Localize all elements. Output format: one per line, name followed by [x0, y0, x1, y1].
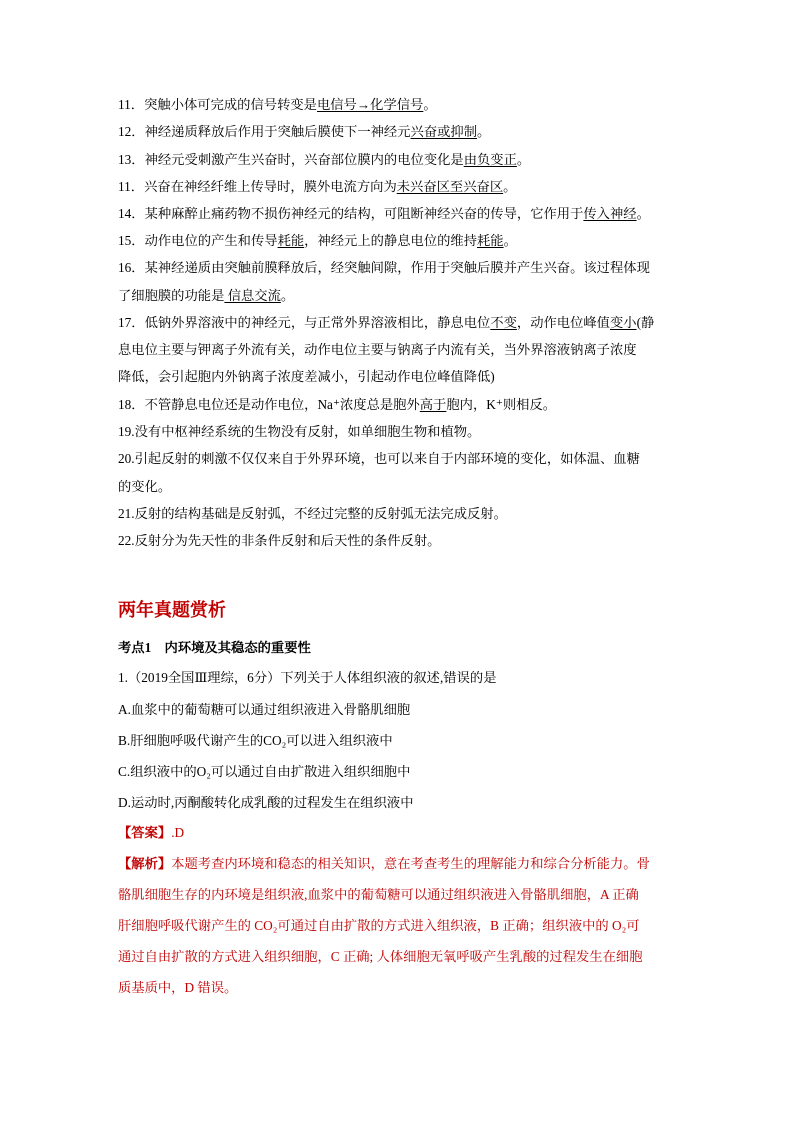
fact-line	[118, 422, 480, 442]
fact-line	[118, 531, 440, 551]
analysis-text: 本题考查内环境和稳态的相关知识，意在考查考生的理解能力和综合分析能力。骨	[171, 856, 650, 871]
fact-text: ，神经元上的静息电位的维持	[304, 233, 478, 248]
fact-text: 。	[636, 206, 650, 221]
fact-key-answer: 不变	[490, 315, 517, 330]
answer-label: 【答案】	[118, 825, 172, 840]
fact-text: 胞内，K⁺则相反。	[446, 397, 557, 412]
analysis-label: 【解析】	[118, 856, 172, 871]
fact-text: 19.没有中枢神经系统的生物没有反射，如单细胞生物和植物。	[118, 424, 481, 439]
fact-text: 17．低钠外界溶液中的神经元，与正常外界溶液相比，静息电位	[118, 315, 491, 330]
fact-key-answer: 耗能	[477, 233, 504, 248]
analysis-line: 通过自由扩散的方式进入组织细胞，C 正确; 人体细胞无氧呼吸产生乳酸的过程发生在细胞	[118, 949, 643, 964]
fact-key-answer: 信息交流	[224, 288, 281, 303]
fact-line	[118, 504, 507, 524]
fact-text: (静	[636, 315, 655, 330]
fact-line	[118, 477, 171, 497]
fact-text: 22.反射分为先天性的非条件反射和后天性的条件反射。	[118, 533, 441, 548]
fact-key-answer: 未兴奋区至兴奋区	[396, 179, 504, 194]
section-title: 两年真题赏析	[118, 600, 226, 620]
fact-text: 11．突触小体可完成的信号转变是	[118, 97, 317, 112]
answer	[118, 823, 184, 843]
fact-text: 。	[516, 152, 531, 167]
fact-key-answer: 耗能	[277, 233, 305, 248]
fact-key-answer: 变小	[609, 315, 637, 330]
fact-text: 13．神经元受刺激产生兴奋时，兴奋部位膜内的电位变化是	[118, 152, 464, 167]
fact-line	[118, 286, 294, 306]
fact-line	[118, 449, 640, 469]
fact-key-answer: 由负变正	[463, 152, 517, 167]
fact-text: 。	[503, 233, 517, 248]
fact-line	[118, 150, 530, 170]
fact-line	[118, 177, 516, 197]
fact-text: 。	[503, 179, 517, 194]
fact-text: 16．某神经递质由突触前膜释放后，经突触间隙，作用于突触后膜并产生兴奋。该过程体现	[118, 260, 650, 275]
option-b: B.肝细胞呼吸代谢产生的CO₂可以进入组织液中	[118, 733, 393, 748]
fact-line	[118, 122, 490, 142]
fact-line	[118, 258, 650, 278]
option-c: C.组织液中的O₂可以通过自由扩散进入组织细胞中	[118, 764, 411, 779]
fact-line	[118, 367, 495, 387]
fact-line	[118, 395, 556, 415]
analysis-line: 骼肌细胞生存的内环境是组织液,血浆中的葡萄糖可以通过组织液进入骨骼肌细胞，A 正确	[118, 887, 639, 902]
fact-key-answer: 电信号→化学信号	[316, 97, 424, 112]
fact-key-answer: 传入神经	[583, 206, 637, 221]
fact-key-answer: 高于	[419, 397, 447, 412]
fact-text: 息电位主要与钾离子外流有关，动作电位主要与钠离子内流有关，当外界溶液钠离子浓度	[118, 342, 637, 357]
topic-title: 考点1 内环境及其稳态的重要性	[118, 640, 311, 655]
fact-key-answer: 兴奋或抑制	[410, 124, 478, 139]
fact-line	[118, 204, 650, 224]
analysis-line	[118, 854, 650, 874]
fact-line	[118, 231, 517, 251]
fact-text: 了细胞膜的功能是	[118, 288, 225, 303]
fact-text: 降低，会引起胞内外钠离子浓度差减小，引起动作电位峰值降低)	[118, 369, 495, 384]
fact-line	[118, 340, 637, 360]
fact-text: 。	[423, 97, 437, 112]
fact-text: 的变化。	[118, 479, 172, 494]
fact-line	[118, 95, 437, 115]
fact-text: 14．某种麻醉止痛药物不损伤神经元的结构，可阻断神经兴奋的传导，它作用于	[118, 206, 584, 221]
fact-text: 20.引起反射的刺激不仅仅来自于外界环境，也可以来自于内部环境的变化，如体温、血糖	[118, 451, 640, 466]
option-a: A.血浆中的葡萄糖可以通过组织液进入骨骼肌细胞	[118, 702, 411, 717]
fact-text: 18．不管静息电位还是动作电位，Na⁺浓度总是胞外	[118, 397, 420, 412]
fact-text: 15．动作电位的产生和传导	[118, 233, 278, 248]
fact-text: 11．兴奋在神经纤维上传导时，膜外电流方向为	[118, 179, 397, 194]
fact-text: 21.反射的结构基础是反射弧，不经过完整的反射弧无法完成反射。	[118, 506, 507, 521]
question-stem: 1.（2019全国Ⅲ理综，6分）下列关于人体组织液的叙述,错误的是	[118, 670, 497, 685]
option-d: D.运动时,丙酮酸转化成乳酸的过程发生在组织液中	[118, 795, 414, 810]
fact-text: ，动作电位峰值	[516, 315, 610, 330]
analysis-line: 质基质中，D 错误。	[118, 980, 238, 995]
answer-value: .D	[171, 825, 185, 840]
fact-text: 12．神经递质释放后作用于突触后膜使下一神经元	[118, 124, 411, 139]
fact-line	[118, 313, 654, 333]
fact-text: 。	[477, 124, 491, 139]
analysis-line: 肝细胞呼吸代谢产生的 CO₂可通过自由扩散的方式进入组织液，B 正确；组织液中的 O₂可	[118, 918, 640, 933]
fact-text: 。	[280, 288, 295, 303]
